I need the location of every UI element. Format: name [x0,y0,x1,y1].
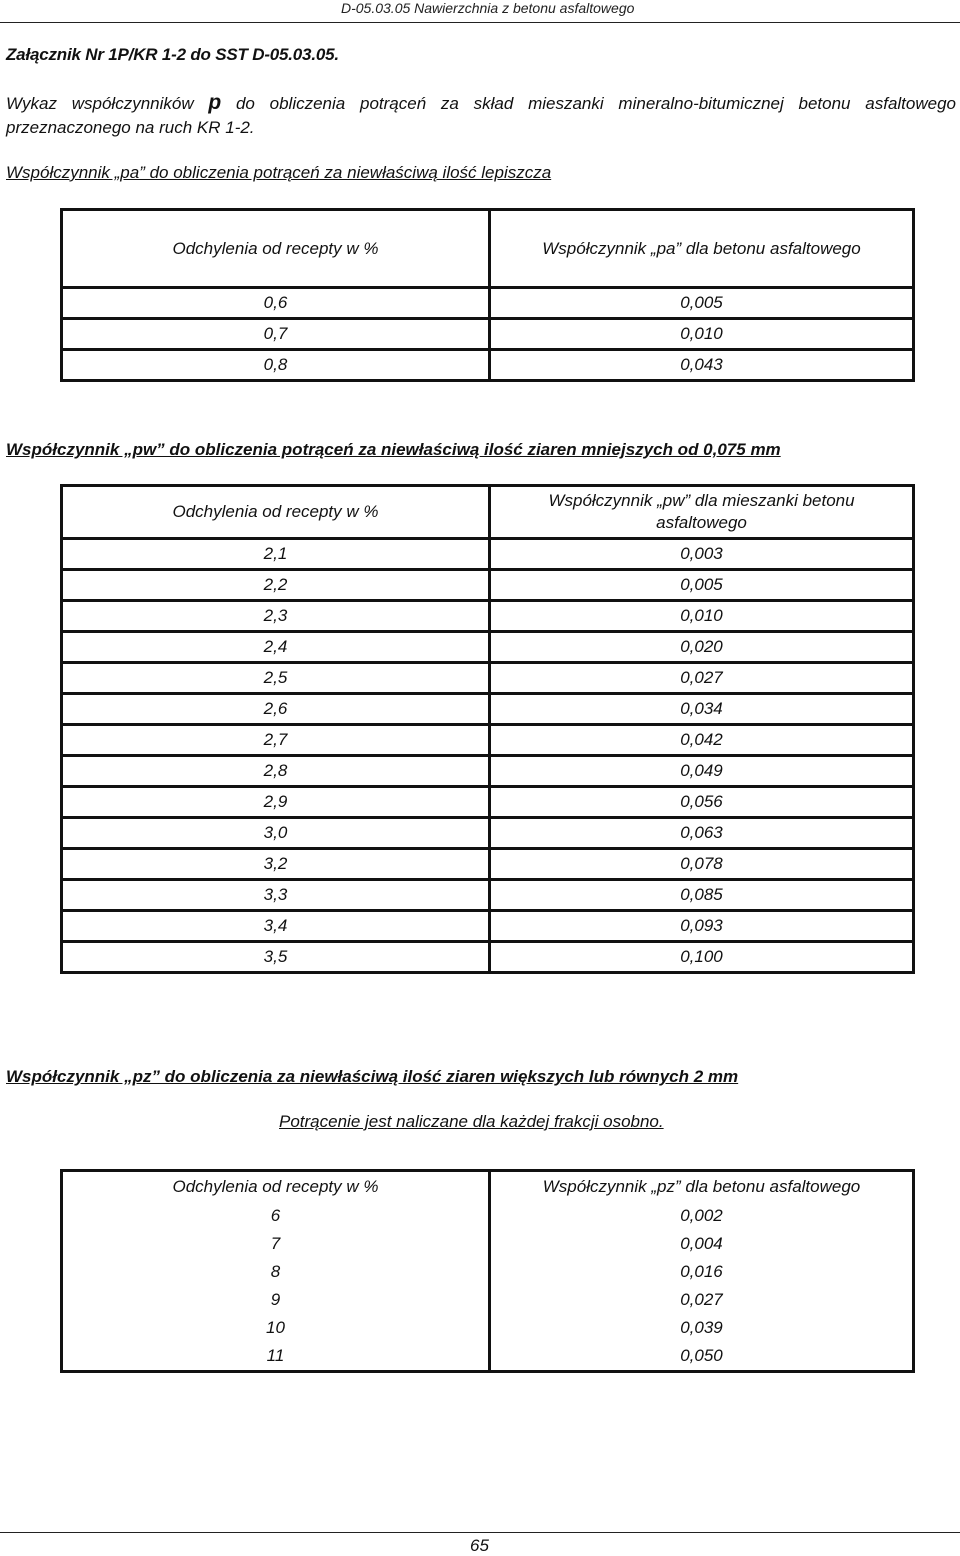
cell-coefficient: 0,004 [680,1234,723,1253]
cell-deviation: 2,7 [62,725,490,756]
table-row [62,1342,914,1372]
cell-deviation: 2,2 [62,570,490,601]
cell-coefficient: 0,016 [680,1262,723,1281]
cell-deviation: 3,5 [62,942,490,973]
cell-coefficient: 0,020 [490,632,914,663]
intro-word: obliczenia [269,94,346,113]
intro-word: do [235,94,255,113]
cell-coefficient: 0,093 [490,911,914,942]
intro-paragraph [6,91,956,140]
cell-deviation: 2,8 [62,756,490,787]
cell-coefficient: 0,005 [490,570,914,601]
cell-deviation: 3,2 [62,849,490,880]
intro-word: współczynników [71,94,194,113]
section-pw-title: Współczynnik „pw” do obliczenia potrąceń za niewłaściwą ilość ziaren mniejszych od 0,075 mm [6,440,781,459]
table-row [62,1286,914,1314]
table-row [62,1258,914,1286]
cell-deviation: 8 [62,1258,490,1286]
cell-coefficient: 0,005 [490,288,914,319]
document-title: D-05.03.05 Nawierzchnia z betonu asfaltowego [341,0,635,16]
cell-coefficient: 0,042 [490,725,914,756]
cell-deviation: 2,1 [62,539,490,570]
footer-divider [0,1532,960,1533]
table-row [62,694,914,725]
intro-word: mieszanki [528,94,604,113]
table-row [62,818,914,849]
table-row [62,849,914,880]
cell-deviation: 3,4 [62,911,490,942]
cell-deviation: 9 [62,1286,490,1314]
cell-deviation: 6 [62,1202,490,1230]
intro-line-2: przeznaczonego na ruch KR 1-2. [6,118,255,137]
intro-word: skład [473,94,514,113]
cell-deviation: 7 [62,1230,490,1258]
cell-deviation: 2,5 [62,663,490,694]
cell-coefficient: 0,039 [680,1318,723,1337]
table-row [62,539,914,570]
section-pz-note: Potrącenie jest naliczane dla każdej frakcji osobno. [279,1112,664,1131]
cell-deviation: 2,4 [62,632,490,663]
table-header-row [62,486,914,539]
table-pa [60,208,915,382]
table-pw [60,484,915,974]
column-header-deviation: Odchylenia od recepty w % [62,486,490,539]
cell-coefficient: 0,034 [490,694,914,725]
intro-word: Wykaz [6,94,57,113]
table-row [62,632,914,663]
column-header-deviation: Odchylenia od recepty w % [62,210,490,288]
table-row [62,319,914,350]
cell-deviation: 2,6 [62,694,490,725]
page-number: 65 [470,1536,489,1555]
cell-deviation: 2,9 [62,787,490,818]
cell-coefficient: 0,085 [490,880,914,911]
table-header-row [62,210,914,288]
cell-coefficient: 0,003 [490,539,914,570]
cell-deviation: 2,3 [62,601,490,632]
cell-coefficient: 0,050 [680,1346,723,1365]
table-row [62,350,914,381]
cell-deviation: 10 [62,1314,490,1342]
annex-title: Załącznik Nr 1P/KR 1-2 do SST D-05.03.05. [6,45,339,64]
section-pz-title: Współczynnik „pz” do obliczenia za niewłaściwą ilość ziaren większych lub równych 2 mm [6,1067,739,1086]
cell-coefficient: 0,043 [490,350,914,381]
cell-coefficient: 0,002 [680,1206,723,1225]
cell-deviation: 11 [62,1342,490,1372]
cell-coefficient: 0,049 [490,756,914,787]
table-row [62,880,914,911]
intro-word: asfaltowego [865,94,956,113]
table-row [62,663,914,694]
table-row [62,787,914,818]
cell-coefficient: 0,078 [490,849,914,880]
table-row [62,570,914,601]
cell-coefficient: 0,056 [490,787,914,818]
column-header-coefficient: Współczynnik „pw” dla mieszanki betonu asfaltowego [490,486,914,539]
page-header [0,0,960,23]
cell-coefficient: 0,027 [490,663,914,694]
table-row [62,288,914,319]
cell-coefficient: 0,027 [680,1290,723,1309]
cell-deviation: 0,8 [62,350,490,381]
intro-word: betonu [798,94,851,113]
column-header-deviation: Odchylenia od recepty w % [62,1171,490,1203]
column-header-coefficient: Współczynnik „pz” dla betonu asfaltowego [542,1177,861,1196]
cell-coefficient: 0,010 [490,319,914,350]
table-row [62,1314,914,1342]
table-pz [60,1169,915,1373]
table-row [62,1202,914,1230]
column-header-coefficient: Współczynnik „pa” dla betonu asfaltowego [490,210,914,288]
coefficient-symbol: p [208,91,222,114]
intro-word: za [440,94,459,113]
table-row [62,911,914,942]
table-row [62,601,914,632]
cell-deviation: 0,7 [62,319,490,350]
table-header-row [62,1171,914,1203]
intro-word: potrąceń [360,94,427,113]
intro-word: mineralno-bitumicznej [618,94,784,113]
cell-coefficient: 0,100 [490,942,914,973]
table-row [62,756,914,787]
cell-coefficient: 0,010 [490,601,914,632]
section-pa-title: Współczynnik „pa” do obliczenia potrąceń za niewłaściwą ilość lepiszcza [6,163,552,182]
cell-coefficient: 0,063 [490,818,914,849]
cell-deviation: 3,3 [62,880,490,911]
cell-deviation: 0,6 [62,288,490,319]
table-row [62,942,914,973]
intro-line-1 [6,91,956,116]
table-row [62,1230,914,1258]
cell-deviation: 3,0 [62,818,490,849]
table-row [62,725,914,756]
